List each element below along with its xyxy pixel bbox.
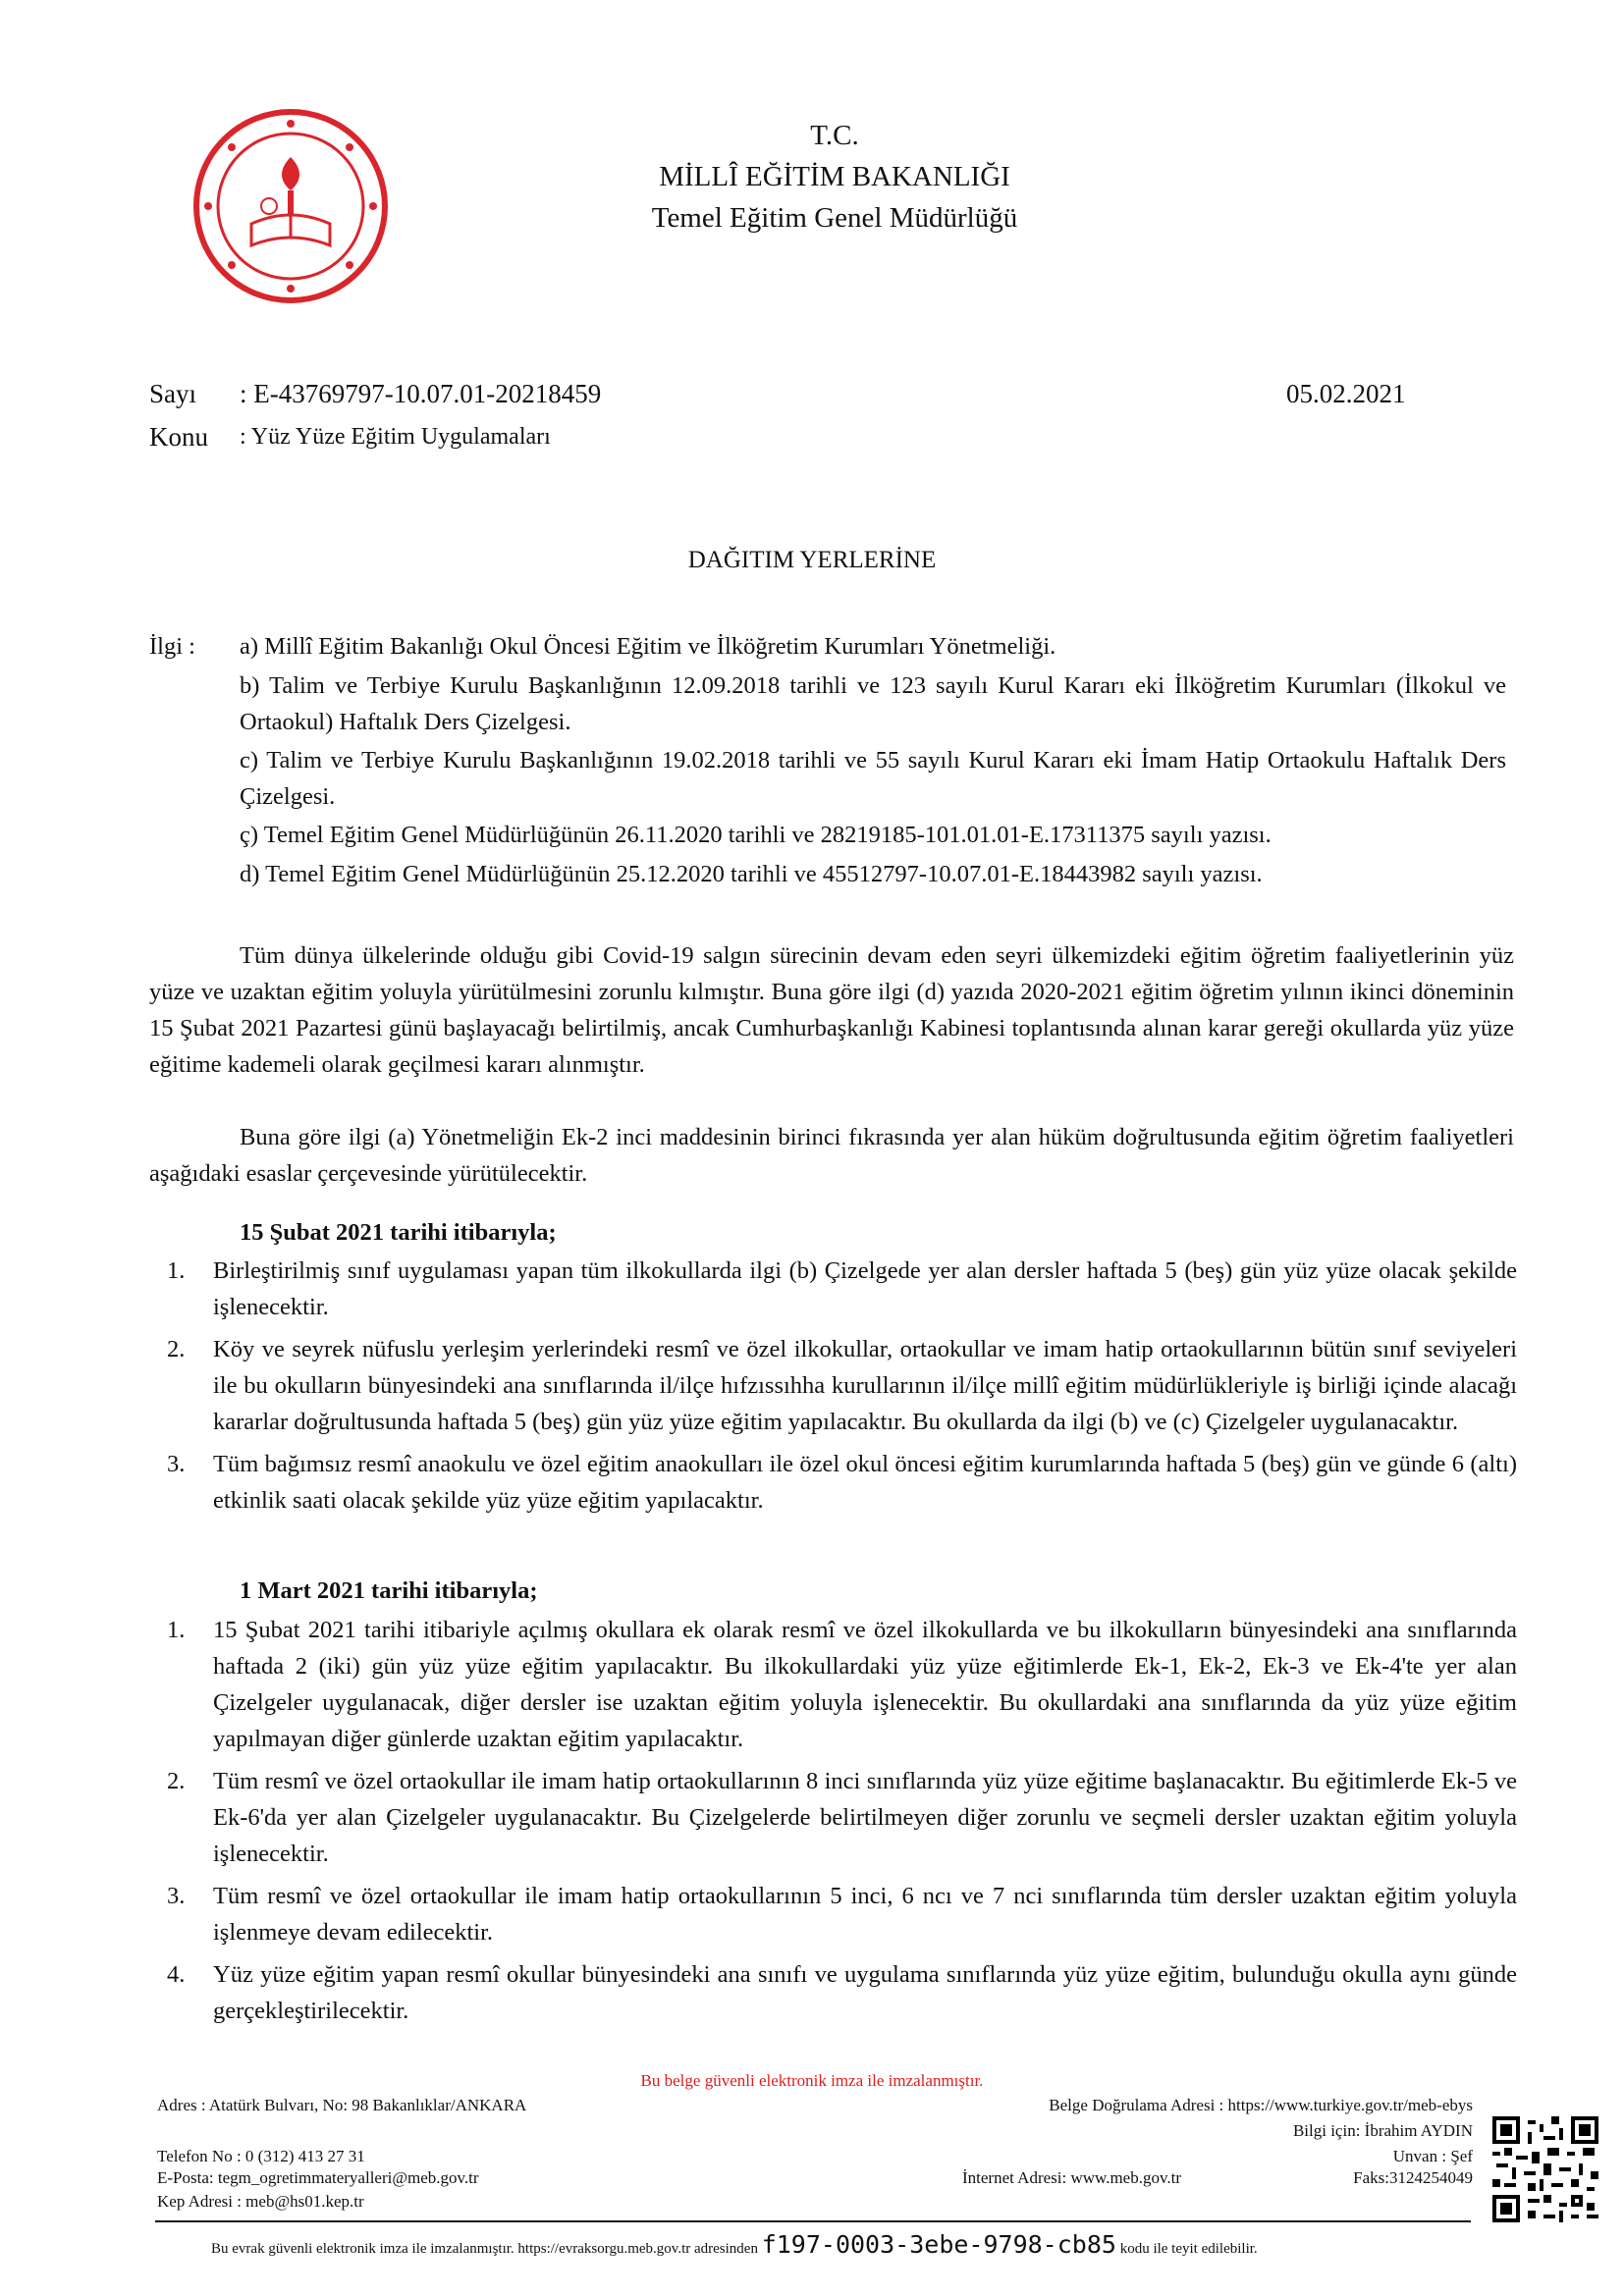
footer-info-contact: Bilgi için: İbrahim AYDIN	[1292, 2121, 1473, 2140]
list-item-number: 2.	[167, 1768, 186, 1794]
list-item	[167, 1763, 1517, 1872]
header-tc: T.C.	[810, 120, 859, 151]
ilgi-item-c-text: c) Talim ve Terbiye Kurulu Başkanlığının 19.02.2018 tarihli ve 55 sayılı Kurul Kararı eki İmam Hatip Ortaokulu Haftalık Ders Çizelgesi.	[240, 747, 1506, 810]
verification-code: f197-0003-3ebe-9798-cb85	[761, 2230, 1116, 2259]
list-item	[167, 1446, 1517, 1519]
signed-notice: Bu belge güvenli elektronik imza ile imzalanmıştır.	[640, 2071, 984, 2090]
list-item	[167, 1956, 1517, 2029]
ministry-emblem-icon	[192, 108, 389, 304]
section1-list	[167, 1253, 1517, 1524]
qr-code-icon[interactable]	[1492, 2116, 1598, 2222]
header-directorate: Temel Eğitim Genel Müdürlüğü	[651, 202, 1018, 234]
list-item	[167, 1253, 1517, 1325]
ilgi-item-a: a) Millî Eğitim Bakanlığı Okul Öncesi Eğitim ve İlköğretim Kurumları Yönetmeliği.	[240, 633, 1056, 660]
list-item-text: Tüm resmî ve özel ortaokullar ile imam hatip ortaokullarının 8 inci sınıflarında yüz yüze eğitime başlanacaktır. Bu eğitimlerde Ek-5 ve Ek-6'da yer alan Çizelgeler uygulanacaktır. Bu Çizelgelerde belirtilmeyen diğer zorunlu ve seçmeli dersler uzaktan eğitim yoluyla işlenecektir.	[213, 1768, 1517, 1867]
recipient-heading: DAĞITIM YERLERİNE	[687, 547, 937, 573]
footer-internet[interactable]: İnternet Adresi: www.meb.gov.tr	[962, 2168, 1181, 2187]
section2-list	[167, 1612, 1517, 2035]
list-item-number: 2.	[167, 1336, 186, 1362]
sayi-value: : E-43769797-10.07.01-20218459	[240, 379, 602, 408]
paragraph-basis: Buna göre ilgi (a) Yönetmeliğin Ek-2 inci maddesinin birinci fıkrasında yer alan hüküm doğrultusunda eğitim öğretim faaliyetleri aşağıdaki esaslar çerçevesinde yürütülecektir.	[149, 1124, 1514, 1187]
list-item-text: Birleştirilmiş sınıf uygulaması yapan tüm ilkokullarda ilgi (b) Çizelgede yer alan dersler haftada 5 (beş) gün yüz yüze olacak şekilde işlenecektir.	[213, 1257, 1517, 1320]
list-item-text: 15 Şubat 2021 tarihi itibariyle açılmış okullara ek olarak resmî ve özel ilkokullarda ve bu ilkokulların bünyesindeki ana sınıflarında haftada 2 (iki) gün yüz yüze eğitim yapılacaktır. Bu ilkokullardaki yüz yüze eğitimlerde Ek-1, Ek-2, Ek-3 ve Ek-4'te yer alan Çizelgeler uygulanacak, diğer dersler ise uzaktan eğitim yoluyla işlenecektir. Bu okullardaki ana sınıflarında da yüz yüze eğitim yapılmayan diğer günlerde uzaktan eğitim yapılacaktır.	[213, 1617, 1517, 1752]
list-item-number: 3.	[167, 1883, 186, 1909]
verification-text-pre: Bu evrak güvenli elektronik imza ile imzalanmıştır. https://evraksorgu.meb.gov.tr adresinden	[211, 2241, 758, 2257]
list-item-text: Tüm resmî ve özel ortaokullar ile imam hatip ortaokullarının 5 inci, 6 ncı ve 7 nci sınıflarında tüm dersler uzaktan eğitim yoluyla işlenmeye devam edilecektir.	[213, 1883, 1517, 1946]
document-date: 05.02.2021	[1286, 379, 1406, 408]
footer-title: Unvan : Şef	[1392, 2147, 1473, 2165]
ilgi-item-c-cedilla: ç) Temel Eğitim Genel Müdürlüğünün 26.11.2020 tarihli ve 28219185-101.01.01-E.17311375 sayılı yazısı.	[240, 822, 1272, 848]
list-item-text: Köy ve seyrek nüfuslu yerleşim yerlerindeki resmî ve özel ilkokullar, ortaokullar ve imam hatip ortaokullarının bütün sınıf seviyeleri ile bu okulların bünyesindeki ana sınıflarında il/ilçe hıfzıssıhha kurullarının il/ilçe millî eğitim müdürlükleriyle iş birliği içinde alacağı kararlar doğrultusunda haftada 5 (beş) gün yüz yüze eğitim yapılacaktır. Bu okullarda da ilgi (b) ve (c) Çizelgeler uygulanacaktır.	[213, 1336, 1517, 1435]
footer-email[interactable]: E-Posta: tegm_ogretimmateryalleri@meb.gov.tr	[157, 2168, 479, 2187]
konu-label: Konu	[149, 422, 208, 452]
header-ministry: MİLLÎ EĞİTİM BAKANLIĞI	[659, 161, 1010, 192]
ilgi-label: İlgi :	[149, 633, 195, 660]
list-item-text: Tüm bağımsız resmî anaokulu ve özel eğitim anaokulları ile özel okul öncesi eğitim kurumlarında haftada 5 (beş) gün ve günde 6 (altı) etkinlik saati olacak şekilde yüz yüze eğitim yapılacaktır.	[213, 1451, 1517, 1514]
footer-kep: Kep Adresi : meb@hs01.kep.tr	[157, 2192, 364, 2211]
sayi-label: Sayı	[149, 379, 197, 408]
list-item	[167, 1878, 1517, 1950]
footer-divider	[155, 2220, 1471, 2222]
ilgi-item-b-text: b) Talim ve Terbiye Kurulu Başkanlığının 12.09.2018 tarihli ve 123 sayılı Kurul Kararı eki İlköğretim Kurumları (İlkokul ve Ortaokul) Haftalık Ders Çizelgesi.	[240, 672, 1506, 735]
section1-heading: 15 Şubat 2021 tarihi itibarıyla;	[240, 1219, 557, 1246]
footer-verify-address[interactable]: Belge Doğrulama Adresi : https://www.turkiye.gov.tr/meb-ebys	[1049, 2096, 1473, 2114]
footer-address: Adres : Atatürk Bulvarı, No: 98 Bakanlıklar/ANKARA	[157, 2096, 527, 2114]
list-item	[167, 1612, 1517, 1757]
list-item	[167, 1331, 1517, 1440]
list-item-number: 1.	[167, 1617, 186, 1643]
list-item-number: 3.	[167, 1451, 186, 1477]
verification-text-post: kodu ile teyit edilebilir.	[1119, 2241, 1258, 2257]
ilgi-item-d: d) Temel Eğitim Genel Müdürlüğünün 25.12.2020 tarihli ve 45512797-10.07.01-E.18443982 sayılı yazısı.	[240, 861, 1263, 887]
list-item-text: Yüz yüze eğitim yapan resmî okullar bünyesindeki ana sınıfı ve uygulama sınıflarında yüz yüze eğitim, bulunduğu okulla aynı günde gerçekleştirilecektir.	[213, 1961, 1517, 2024]
footer-verification-line	[211, 2230, 1258, 2259]
footer-fax: Faks:3124254049	[1353, 2168, 1473, 2187]
ilgi-item-c	[240, 742, 1506, 815]
list-item-number: 1.	[167, 1257, 186, 1284]
ilgi-item-b	[240, 667, 1506, 740]
section2-heading: 1 Mart 2021 tarihi itibarıyla;	[240, 1577, 538, 1604]
konu-value: : Yüz Yüze Eğitim Uygulamaları	[240, 424, 551, 450]
paragraph-intro: Tüm dünya ülkelerinde olduğu gibi Covid-19 salgın sürecinin devam eden seyri ülkemizdeki eğitim öğretim faaliyetlerinin yüz yüze ve uzaktan eğitim yoluyla yürütülmesini zorunlu kılmıştır. Buna göre ilgi (d) yazıda 2020-2021 eğitim öğretim yılının ikinci döneminin 15 Şubat 2021 Pazartesi günü başlayacağı belirtilmiş, ancak Cumhurbaşkanlığı Kabinesi toplantısında alınan karar gereği okullarda yüz yüze eğitime kademeli olarak geçilmesi kararı alınmıştır.	[149, 942, 1514, 1078]
footer-phone: Telefon No : 0 (312) 413 27 31	[157, 2147, 365, 2165]
list-item-number: 4.	[167, 1961, 186, 1988]
